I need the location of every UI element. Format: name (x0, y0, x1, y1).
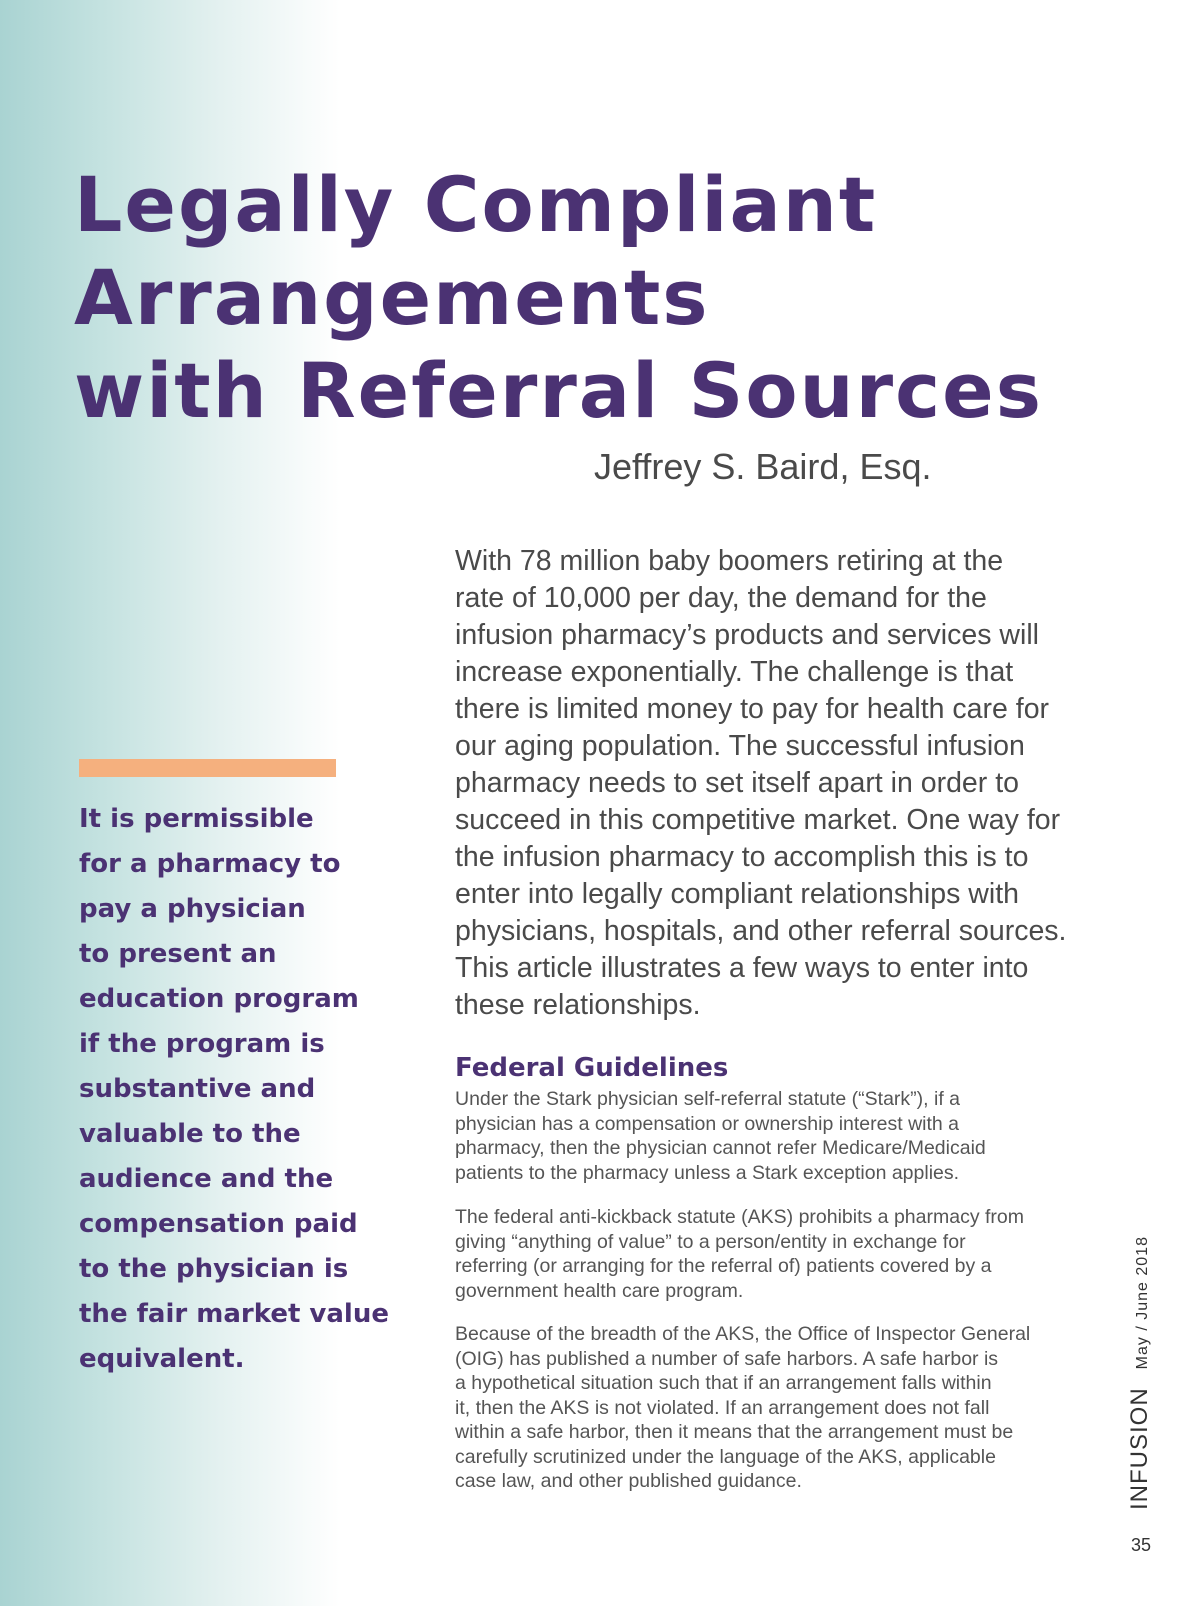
body-line: it, then the AKS is not violated. If an arrangement does not fall (455, 1396, 990, 1419)
intro-line: pharmacy needs to set itself apart in order to (455, 767, 1019, 799)
pull-quote-line: audience and the (79, 1164, 334, 1194)
body-line: patients to the pharmacy unless a Stark exception applies. (455, 1161, 960, 1184)
pull-quote-accent-bar (79, 759, 336, 777)
intro-line: succeed in this competitive market. One way for (455, 804, 1061, 836)
pull-quote-line: if the program is (79, 1029, 325, 1059)
intro-line: our aging population. The successful infusion (455, 730, 1025, 762)
pull-quote (79, 797, 409, 1382)
body-line: The federal anti-kickback statute (AKS) prohibits a pharmacy from (455, 1206, 1024, 1228)
running-footer (1126, 1236, 1154, 1510)
intro-line: enter into legally compliant relationships with (455, 878, 1019, 910)
intro-line: the infusion pharmacy to accomplish this is to (455, 841, 1029, 873)
pull-quote-line: It is permissible (79, 804, 314, 834)
body-line: within a safe harbor, then it means that the arrangement must be (455, 1421, 1014, 1443)
intro-line: rate of 10,000 per day, the demand for the (455, 582, 987, 614)
article-author: Jeffrey S. Baird, Esq. (594, 446, 932, 487)
body-line: giving “anything of value” to a person/entity in exchange for (455, 1230, 966, 1253)
pull-quote-line: equivalent. (79, 1344, 245, 1374)
body-line: physician has a compensation or ownership interest with a (455, 1112, 960, 1135)
pull-quote-line: compensation paid (79, 1209, 358, 1239)
issue-date: May / June 2018 (1134, 1236, 1151, 1370)
pull-quote-line: substantive and (79, 1074, 316, 1104)
intro-line: This article illustrates a few ways to enter into (455, 952, 1029, 984)
intro-line: these relationships. (455, 989, 701, 1021)
pull-quote-line: education program (79, 984, 359, 1014)
body-paragraph-safe-harbors (455, 1322, 1095, 1494)
body-line: carefully scrutinized under the language of the AKS, applicable (455, 1445, 996, 1468)
body-line: referring (or arranging for the referral of) patients covered by a (455, 1255, 992, 1277)
body-line: Because of the breadth of the AKS, the Office of Inspector General (455, 1323, 1031, 1345)
pull-quote-line: pay a physician (79, 894, 306, 924)
body-paragraph-stark (455, 1087, 1095, 1185)
pull-quote-line: valuable to the (79, 1119, 301, 1149)
page-number: 35 (1131, 1535, 1152, 1555)
body-line: a hypothetical situation such that if an arrangement falls within (455, 1372, 992, 1394)
body-line: government health care program. (455, 1279, 744, 1302)
section-heading: Federal Guidelines (455, 1053, 729, 1083)
pull-quote-line: for a pharmacy to (79, 849, 341, 879)
intro-line: With 78 million baby boomers retiring at the (455, 545, 1004, 577)
intro-line: infusion pharmacy’s products and services will (455, 619, 1039, 651)
article-title-line: Legally Compliant (74, 160, 878, 249)
pull-quote-line: to present an (79, 939, 277, 969)
body-line: case law, and other published guidance. (455, 1470, 802, 1492)
article-title-line: with Referral Sources (74, 346, 1043, 435)
pull-quote-line: the fair market value (79, 1299, 389, 1329)
article-title-line: Arrangements (74, 253, 710, 342)
body-line: Under the Stark physician self-referral statute (“Stark”), if a (455, 1088, 961, 1110)
magazine-brand: INFUSION (1126, 1387, 1153, 1510)
intro-line: there is limited money to pay for health care for (455, 693, 1050, 725)
article-title (74, 158, 1074, 437)
intro-line: increase exponentially. The challenge is that (455, 656, 1014, 688)
intro-paragraph (455, 543, 1095, 1024)
body-line: (OIG) has published a number of safe harbors. A safe harbor is (455, 1347, 999, 1370)
body-paragraph-aks (455, 1205, 1095, 1303)
pull-quote-line: to the physician is (79, 1254, 349, 1284)
intro-line: physicians, hospitals, and other referral sources. (455, 915, 1067, 947)
body-line: pharmacy, then the physician cannot refer Medicare/Medicaid (455, 1137, 986, 1159)
